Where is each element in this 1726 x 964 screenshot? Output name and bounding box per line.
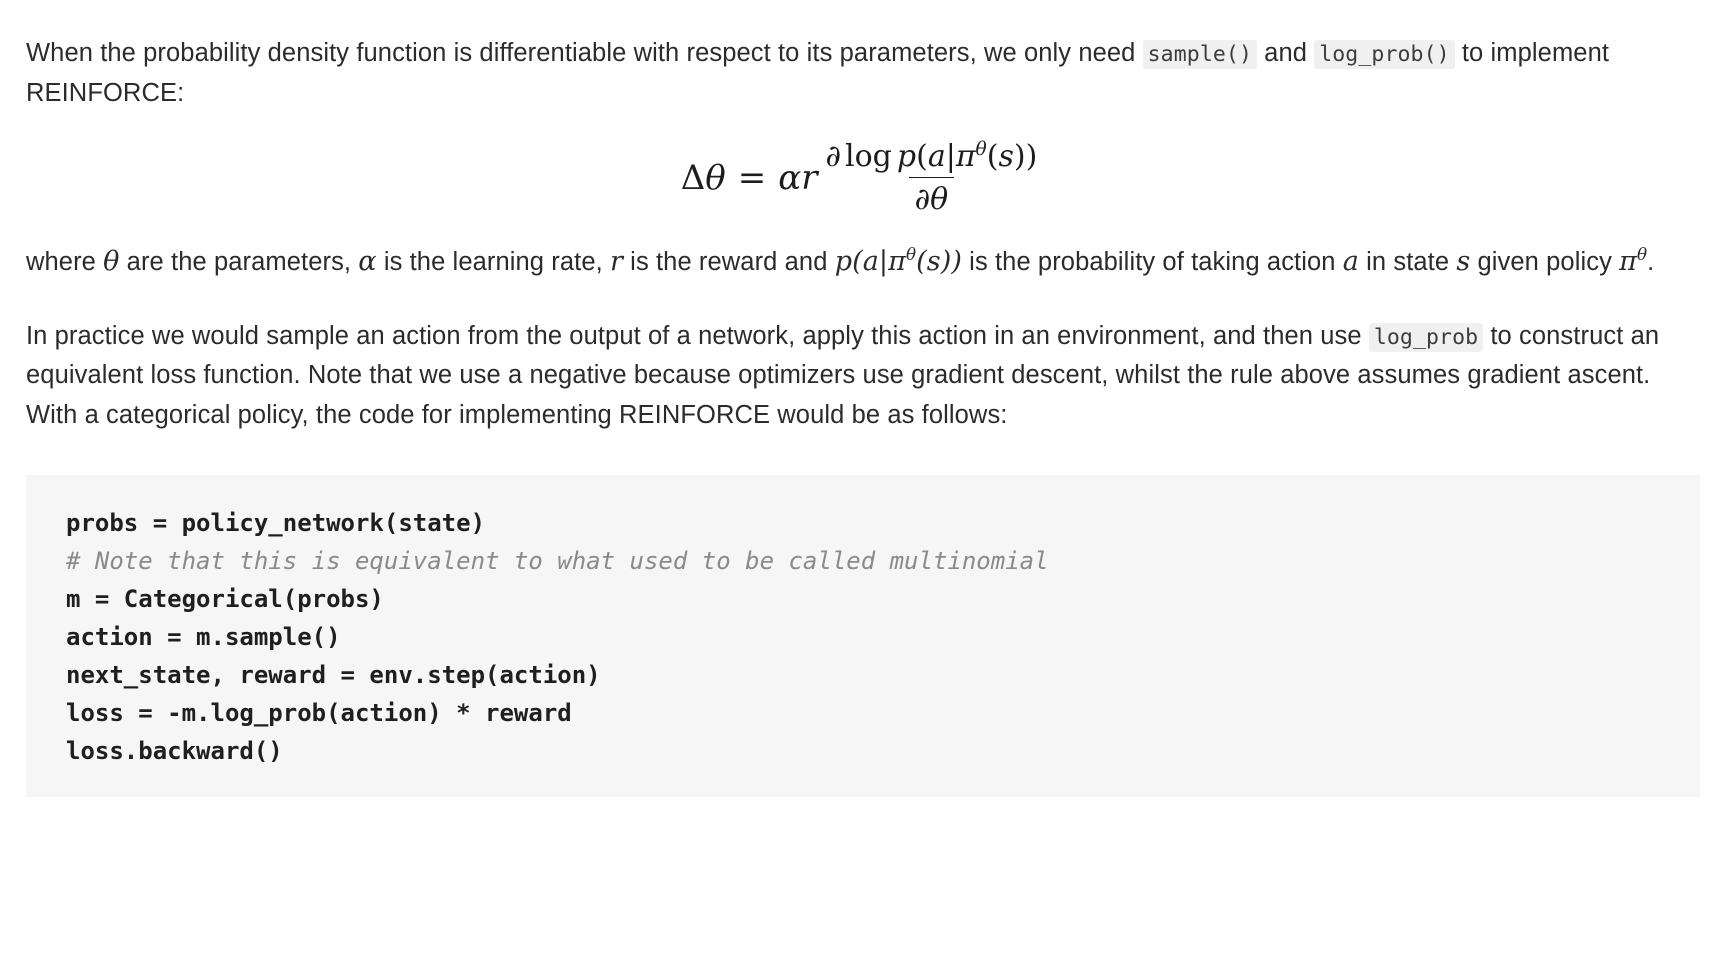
numerator-s-open: ( [986,139,999,175]
equation-numerator [819,139,1043,177]
code-block [26,475,1700,796]
inline-code-log-prob: log_prob() [1314,40,1454,69]
where-math-a: a [1342,246,1359,278]
numerator-partial: ∂ [825,139,841,175]
where-math-policy [1619,246,1647,277]
where-text-1: where [26,248,104,277]
where-text-6: in state [1358,248,1457,277]
code-line-3: m = Categorical(probs) [66,585,384,614]
paragraph-practice [26,317,1700,436]
numerator-s-close: ) [1013,139,1026,175]
equation-reinforce [26,139,1700,217]
spacer-1 [26,283,1700,317]
where-math-prob-a: p(a|π [834,246,906,278]
equation-denominator [909,177,955,217]
practice-text-1: In practice we would sample an action from the output of a network, apply this action in an environment, and then use [26,321,1369,350]
where-math-r: r [609,246,623,278]
code-line-6: loss = -m.log_prob(action) * reward [66,698,572,727]
paragraph-intro-text-3: to implement REINFORCE: [26,39,1610,107]
code-block-content [26,505,1700,770]
where-math-s: s [1456,246,1471,278]
where-math-alpha: α [358,246,377,278]
spacer-2 [26,435,1700,475]
paragraph-intro-text-1: When the probability density function is differentiable with respect to its parameters, we only need [26,39,1143,67]
paragraph-intro-text-2: and [1257,39,1315,67]
where-text-2: are the parameters, [119,248,359,277]
paragraph-intro [26,34,1700,113]
where-math-pi: π [1619,246,1637,278]
numerator-open-paren: ( [916,139,928,175]
code-line-1: probs = policy_network(state) [66,509,486,538]
numerator-p: p [896,139,917,175]
where-text-5: is the probability of taking action [962,248,1343,277]
where-math-pi-theta: θ [1636,244,1648,265]
numerator-bar: | [945,139,956,175]
inline-code-log-prob-2: log_prob [1369,323,1483,352]
where-text-7: given policy [1470,248,1620,277]
inline-code-sample: sample() [1143,40,1257,69]
numerator-close-paren: ) [1025,139,1038,175]
numerator-s: s [998,139,1014,175]
code-line-4: action = m.sample() [66,623,341,652]
equation-equals: = [737,158,767,199]
where-text-4: is the reward and [623,248,835,277]
where-math-prob-b: (s)) [916,246,962,278]
practice-text-2: to construct an equivalent loss function. Note that we use a negative because optimizers use gradient descent, whilst the rule above assumes gradient ascent. With a categorical policy, the code for implementing REINFORCE would be as follows: [26,321,1660,429]
paragraph-where [26,241,1700,283]
equation-alpha: α [778,158,802,199]
equation-delta: Δ [680,158,706,199]
numerator-log: log [845,139,892,175]
where-text-8: . [1647,248,1655,277]
numerator-theta-sup: θ [975,139,987,161]
denominator-theta: θ [930,182,949,218]
where-math-theta: θ [103,246,120,278]
equation-fraction [819,139,1043,217]
numerator-a: a [927,139,946,175]
where-math-prob-theta: θ [905,244,917,265]
numerator-pi: π [955,139,976,175]
code-line-5: next_state, reward = env.step(action) [66,661,601,690]
denominator-partial: ∂ [914,182,931,218]
code-line-7: loss.backward() [66,736,283,765]
code-line-2-comment: # Note that this is equivalent to what used to be called multinomial [66,547,1049,576]
equation-r: r [801,158,818,199]
equation-theta: θ [705,158,726,199]
equation-row [681,139,1046,217]
where-text-3: is the learning rate, [376,248,610,277]
where-math-prob [835,246,962,277]
